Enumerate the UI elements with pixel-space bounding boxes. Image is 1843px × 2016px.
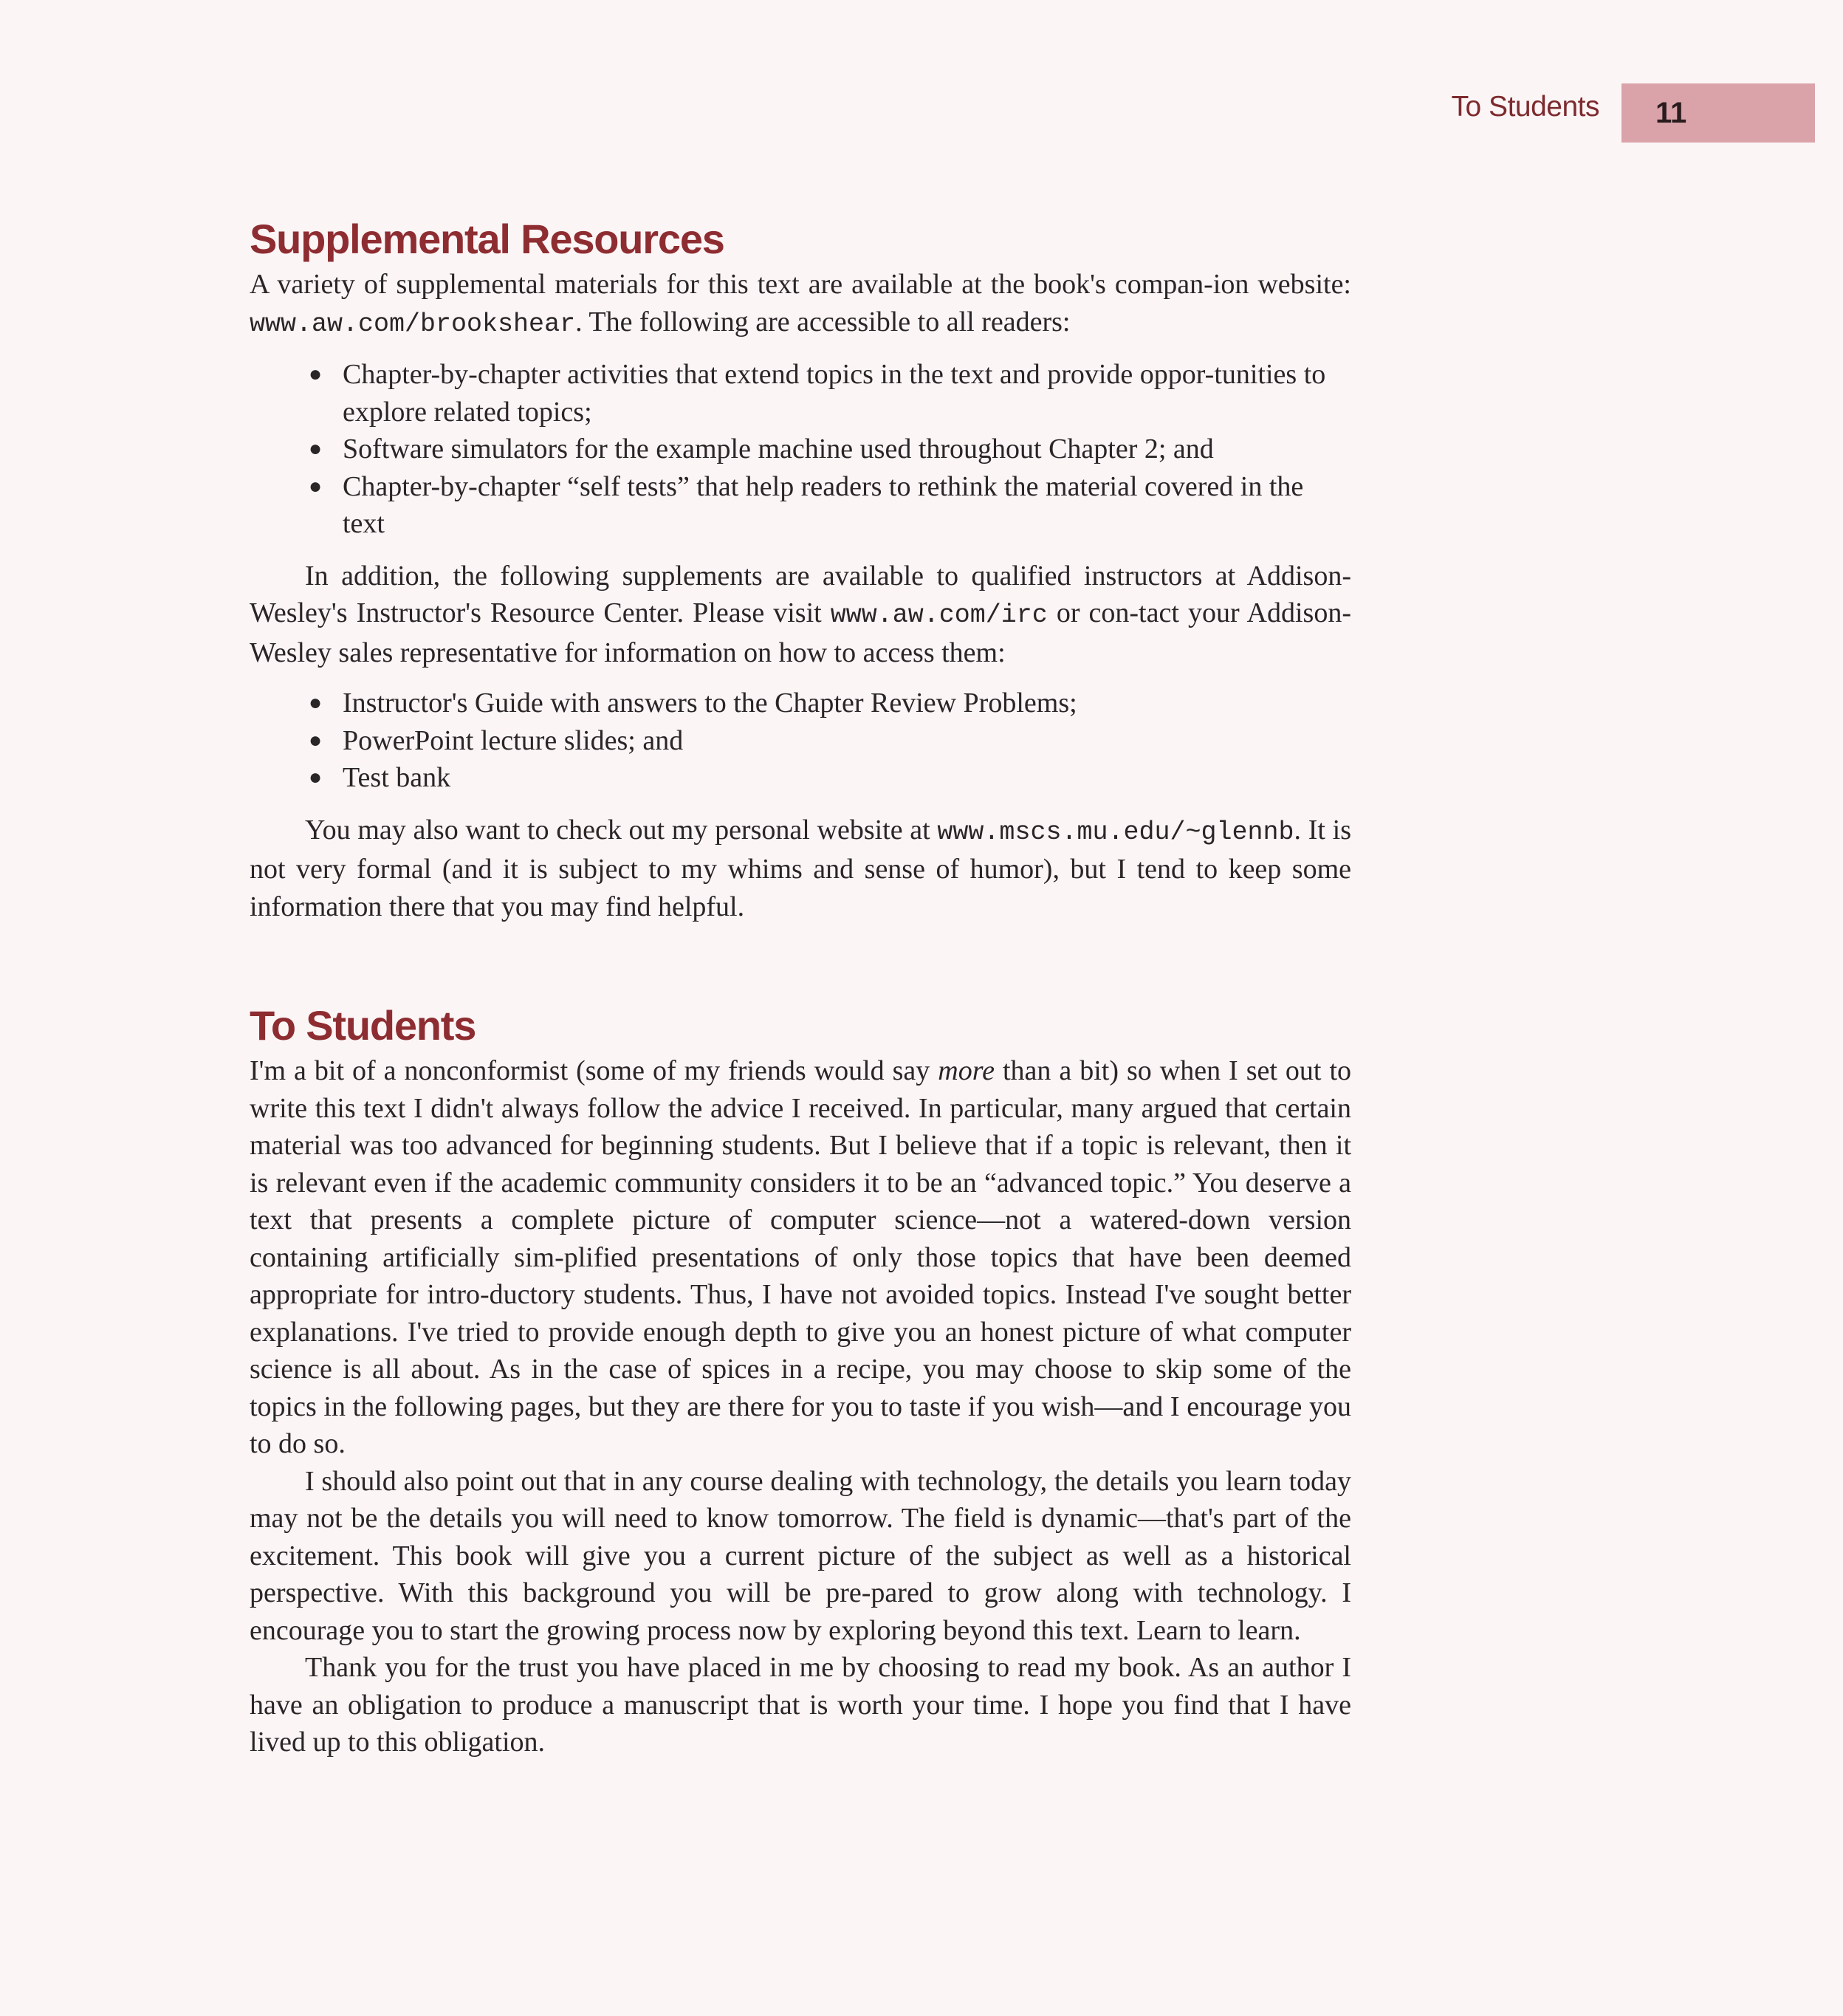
section-heading: To Students [250, 1002, 476, 1049]
personal-website-url: www.mscs.mu.edu/~glennb [937, 817, 1294, 847]
list-item [250, 431, 1351, 468]
section-to-students [250, 999, 1351, 1761]
list-item-text: Chapter-by-chapter “self tests” that help readers to rethink the material covered in the text [343, 470, 1304, 539]
list-item-text: Instructor's Guide with answers to the Chapter Review Problems; [343, 688, 1077, 719]
text-span: I'm a bit of a nonconformist (some of my friends would say [250, 1055, 938, 1086]
list-item-text: PowerPoint lecture slides; and [343, 724, 684, 756]
bullet-icon: ● [309, 727, 323, 752]
paragraph: Thank you for the trust you have placed in me by choosing to read my book. As an author I have an obligation to produce a manuscript that is worth your time. I hope you find that I have lived up to this obligation. [250, 1652, 1351, 1758]
text-span: In addition, the following supplements are available to qualified instructors at Addison-Wesley's Instructor's Resource Center. Please visit [250, 560, 1351, 628]
text-span: than a bit) so when I set out to write this text I didn't always follow the advice I received. In particular, many argued that certain material was too advanced for beginning students. But I believe that if a topic is relevant, then it is relevant even if the academic community considers it to be an “advanced topic.” You deserve a text that presents a complete picture of computer science—not a watered-down version containing artificially sim-plified presentations of only those topics that have been deemed appropriate for intro-ductory students. Thus, I have not avoided topics. Instead I've sought better explanations. I've tried to provide enough depth to give you an honest picture of what computer science is all about. As in the case of spices in a recipe, you may choose to skip some of the topics in the following pages, but they are there for you to taste if you wish—and I encourage you to do so. [250, 1055, 1352, 1459]
running-head [0, 83, 1843, 143]
page-number: 11 [1621, 83, 1815, 143]
text-span: . The following are accessible to all readers: [575, 306, 1071, 337]
instructor-resources-list [250, 685, 1351, 797]
text-span: or con-tact your Addison-Wesley sales representative for information on how to access them: [250, 597, 1351, 668]
companion-website-url: www.aw.com/brookshear [250, 309, 576, 339]
running-title: To Students [1451, 91, 1599, 123]
paragraph: I should also point out that in any course dealing with technology, the details you learn today may not be the details you will need to know tomorrow. The field is dynamic—that's part of the excitement. This book will give you a current picture of the subject as well as a historical perspective. With this background you will be pre-pared to grow along with technology. I encourage you to start the growing process now by exploring beyond this text. Learn to learn. [250, 1465, 1351, 1646]
list-item [250, 468, 1351, 543]
paragraph [250, 558, 1351, 672]
page-content [250, 213, 1351, 1761]
section-supplemental-resources [250, 213, 1351, 925]
text-span: . It is not very formal (and it is subject to my whims and sense of humor), but I tend to keep some information there that you may find helpful. [250, 814, 1351, 922]
list-item [250, 356, 1351, 431]
list-item [250, 722, 1351, 760]
bullet-icon: ● [309, 765, 323, 789]
reader-resources-list [250, 356, 1351, 543]
list-item [250, 759, 1351, 797]
paragraph [250, 266, 1351, 343]
bullet-icon: ● [309, 436, 323, 461]
list-item-text: Chapter-by-chapter activities that extend topics in the text and provide oppor-tunities to explore related topics; [343, 359, 1326, 428]
paragraph [250, 812, 1351, 926]
bullet-icon: ● [309, 690, 323, 715]
bullet-icon: ● [309, 362, 323, 386]
emphasis-text: more [938, 1055, 995, 1086]
section-heading: Supplemental Resources [250, 216, 724, 262]
list-item-text: Software simulators for the example machine used throughout Chapter 2; and [343, 433, 1214, 464]
paragraph [250, 1052, 1351, 1463]
instructor-center-url: www.aw.com/irc [830, 600, 1048, 630]
list-item [250, 685, 1351, 722]
list-item-text: Test bank [343, 762, 451, 793]
text-span: A variety of supplemental materials for this text are available at the book's compan-ion website: [250, 269, 1351, 300]
bullet-icon: ● [309, 473, 323, 498]
text-span: You may also want to check out my personal website at [305, 814, 938, 846]
